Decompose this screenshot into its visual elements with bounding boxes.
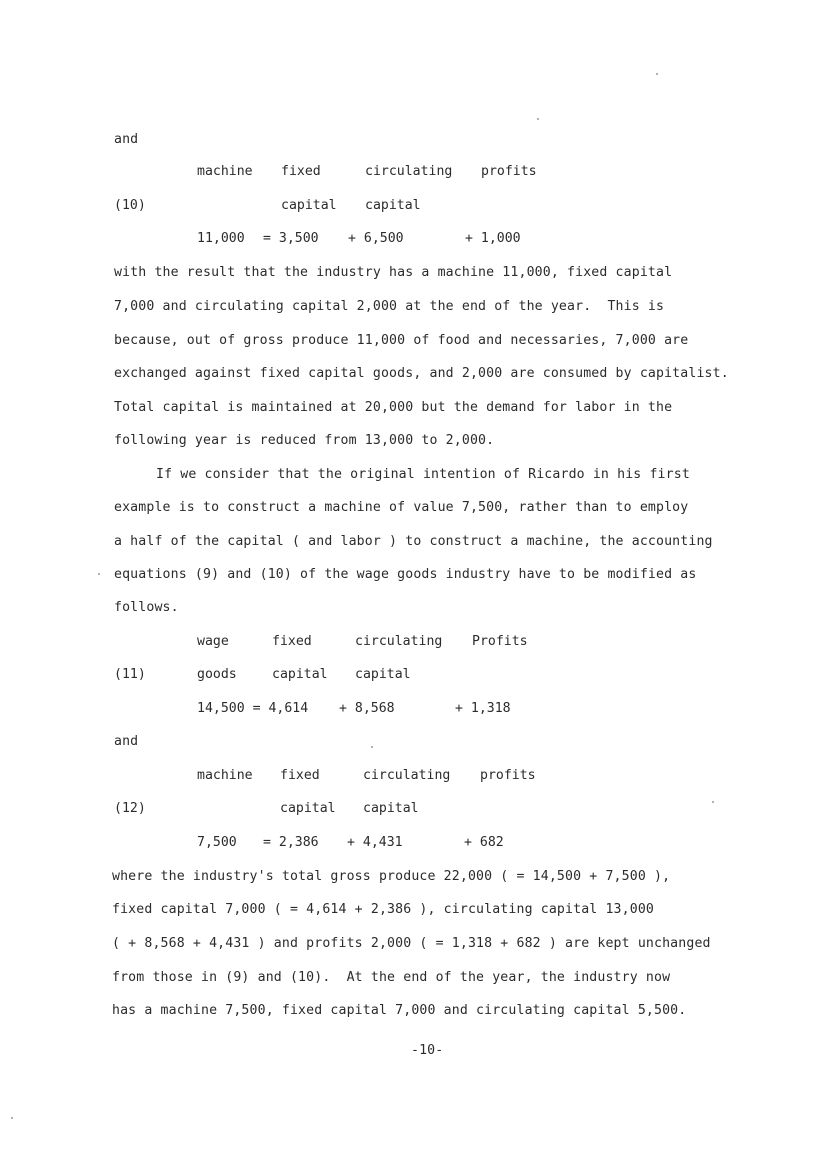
eq11-header-wage: wage <box>197 634 229 649</box>
paragraph-line: example is to construct a machine of value 7,500, rather than to employ <box>114 500 689 515</box>
scan-speck <box>98 573 100 575</box>
eq12-header2-capital-1: capital <box>280 801 336 816</box>
eq10-header-machine: machine <box>197 164 253 179</box>
eq11-value-profits: + 1,318 <box>455 701 511 716</box>
eq11-header-circulating: circulating <box>355 634 443 649</box>
paragraph-line: a half of the capital ( and labor ) to construct a machine, the accounting <box>114 534 713 549</box>
paragraph-line: from those in (9) and (10). At the end of the year, the industry now <box>112 970 671 985</box>
eq10-value-fixed: = 3,500 <box>263 231 319 246</box>
paragraph-line: with the result that the industry has a machine 11,000, fixed capital <box>114 265 673 280</box>
eq11-header2-goods: goods <box>197 667 237 682</box>
eq10-header-circulating: circulating <box>365 164 453 179</box>
eq11-header-fixed: fixed <box>272 634 312 649</box>
paragraph-line: because, out of gross produce 11,000 of food and necessaries, 7,000 are <box>114 333 689 348</box>
eq11-header-profits: Profits <box>472 634 528 649</box>
eq12-header-circulating: circulating <box>363 768 451 783</box>
eq10-value-profits: + 1,000 <box>465 231 521 246</box>
eq10-value-machine: 11,000 <box>197 231 245 246</box>
eq12-value-circulating: + 4,431 <box>347 835 403 850</box>
paragraph-line: 7,000 and circulating capital 2,000 at the end of the year. This is <box>114 299 665 314</box>
eq12-header-profits: profits <box>480 768 536 783</box>
eq10-number: (10) <box>114 198 146 213</box>
eq10-header-fixed: fixed <box>281 164 321 179</box>
eq10-header2-capital-2: capital <box>365 198 421 213</box>
paragraph-line: where the industry's total gross produce 22,000 ( = 14,500 + 7,500 ), <box>112 869 671 884</box>
eq12-header-machine: machine <box>197 768 253 783</box>
paragraph-line: ( + 8,568 + 4,431 ) and profits 2,000 ( = 1,318 + 682 ) are kept unchanged <box>112 936 711 951</box>
page-number: -10- <box>411 1043 444 1058</box>
eq12-header2-capital-2: capital <box>363 801 419 816</box>
eq12-header-fixed: fixed <box>280 768 320 783</box>
paragraph-line: following year is reduced from 13,000 to 2,000. <box>114 433 495 448</box>
eq11-number: (11) <box>114 667 146 682</box>
paragraph-line: equations (9) and (10) of the wage goods industry have to be modified as <box>114 567 697 582</box>
scan-speck <box>537 118 539 120</box>
paragraph-line: fixed capital 7,000 ( = 4,614 + 2,386 ), circulating capital 13,000 <box>112 902 654 917</box>
eq12-value-machine: 7,500 <box>197 835 237 850</box>
scan-speck <box>371 746 373 748</box>
eq12-number: (12) <box>114 801 146 816</box>
paragraph-line: Total capital is maintained at 20,000 but the demand for labor in the <box>114 400 673 415</box>
eq12-value-fixed: = 2,386 <box>263 835 319 850</box>
text-and: and <box>114 132 139 147</box>
paragraph-line: exchanged against fixed capital goods, and 2,000 are consumed by capitalist. <box>114 366 729 381</box>
eq10-header2-capital-1: capital <box>281 198 337 213</box>
paragraph-line: follows. <box>114 600 179 615</box>
scan-speck <box>656 73 658 75</box>
eq11-header2-capital-2: capital <box>355 667 411 682</box>
text-and: and <box>114 734 139 749</box>
eq11-value-circulating: + 8,568 <box>339 701 395 716</box>
eq10-header-profits: profits <box>481 164 537 179</box>
eq12-value-profits: + 682 <box>464 835 504 850</box>
scan-speck <box>11 1117 13 1119</box>
scan-speck <box>712 801 714 803</box>
eq10-value-circulating: + 6,500 <box>348 231 404 246</box>
eq11-header2-capital-1: capital <box>272 667 328 682</box>
eq11-value-wage-fixed: 14,500 = 4,614 <box>197 701 309 716</box>
paragraph-line: has a machine 7,500, fixed capital 7,000 and circulating capital 5,500. <box>112 1003 687 1018</box>
paragraph-line: If we consider that the original intention of Ricardo in his first <box>156 467 690 482</box>
